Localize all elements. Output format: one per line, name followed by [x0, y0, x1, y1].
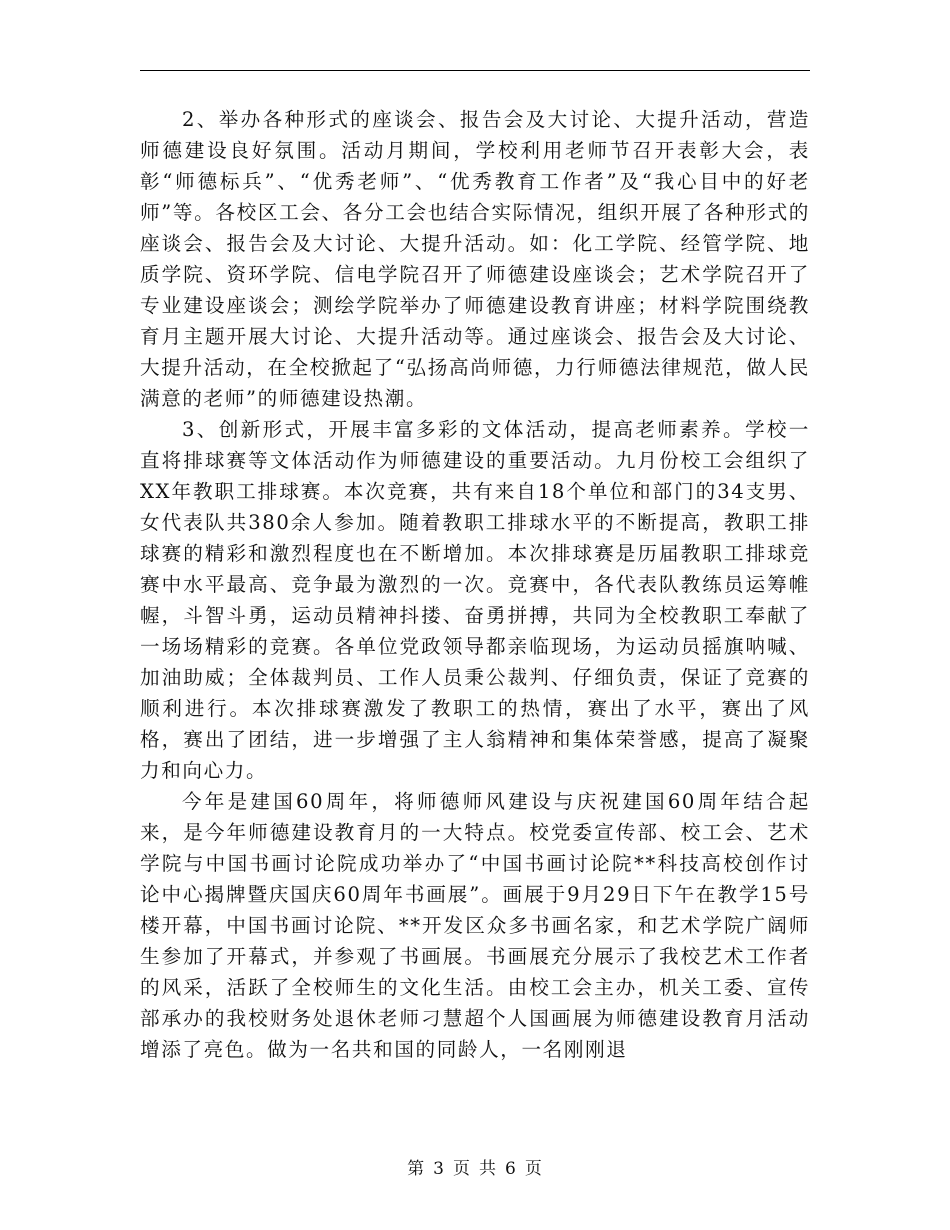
footer-total-unit: 页 — [524, 1159, 543, 1179]
footer-page-number: 3 — [433, 1159, 445, 1179]
page-footer — [0, 1154, 950, 1179]
footer-page-label: 第 — [407, 1159, 426, 1179]
document-body — [140, 104, 810, 1065]
paragraph-3: 今年是建国60周年，将师德师风建设与庆祝建国60周年结合起来，是今年师德建设教育月的一大特点。校党委宣传部、校工会、艺术学院与中国书画讨论院成功举办了“中国书画讨论院**科技高校创作讨论中心揭牌暨庆国庆60周年书画展”。画展于9月29日下午在教学15号楼开幕，中国书画讨论院、**开发区众多书画名家，和艺术学院广阔师生参加了开幕式，并参观了书画展。书画展充分展示了我校艺术工作者的风采，活跃了全校师生的文化生活。由校工会主办，机关工委、宣传部承办的我校财务处退休老师刁慧超个人国画展为师德建设教育月活动增添了亮色。做为一名共和国的同龄人，一名刚刚退 — [140, 790, 810, 1061]
footer-page-unit: 页 — [453, 1159, 471, 1179]
paragraph-2: 3、创新形式，开展丰富多彩的文体活动，提高老师素养。学校一直将排球赛等文体活动作为师德建设的重要活动。九月份校工会组织了XX年教职工排球赛。本次竞赛，共有来自18个单位和部门的34支男、女代表队共380余人参加。随着教职工排球水平的不断提高，教职工排球赛的精彩和激烈程度也在不断增加。本次排球赛是历届教职工排球竞赛中水平最高、竞争最为激烈的一次。竞赛中，各代表队教练员运筹帷幄，斗智斗勇，运动员精神抖搂、奋勇拼搏，共同为全校教职工奉献了一场场精彩的竞赛。各单位党政领导都亲临现场，为运动员摇旗呐喊、加油助威；全体裁判员、工作人员秉公裁判、仔细负责，保证了竞赛的顺利进行。本次排球赛激发了教职工的热情，赛出了水平，赛出了风格，赛出了团结，进一步增强了主人翁精神和集体荣誉感，提高了凝聚力和向心力。 — [140, 418, 810, 782]
paragraph-1: 2、举办各种形式的座谈会、报告会及大讨论、大提升活动，营造师德建设良好氛围。活动月期间，学校利用老师节召开表彰大会，表彰“师德标兵”、“优秀老师”、“优秀教育工作者”及“我心目中的好老师”等。各校区工会、各分工会也结合实际情况，组织开展了各种形式的座谈会、报告会及大讨论、大提升活动。如：化工学院、经管学院、地质学院、资环学院、信电学院召开了师德建设座谈会；艺术学院召开了专业建设座谈会；测绘学院举办了师德建设教育讲座；材料学院围绕教育月主题开展大讨论、大提升活动等。通过座谈会、报告会及大讨论、大提升活动，在全校掀起了“弘扬高尚师德，力行师德法律规范，做人民满意的老师”的师德建设热潮。 — [140, 108, 810, 410]
footer-total-pages: 6 — [505, 1159, 517, 1179]
footer-total-label: 共 — [479, 1159, 497, 1179]
header-rule — [140, 70, 810, 71]
